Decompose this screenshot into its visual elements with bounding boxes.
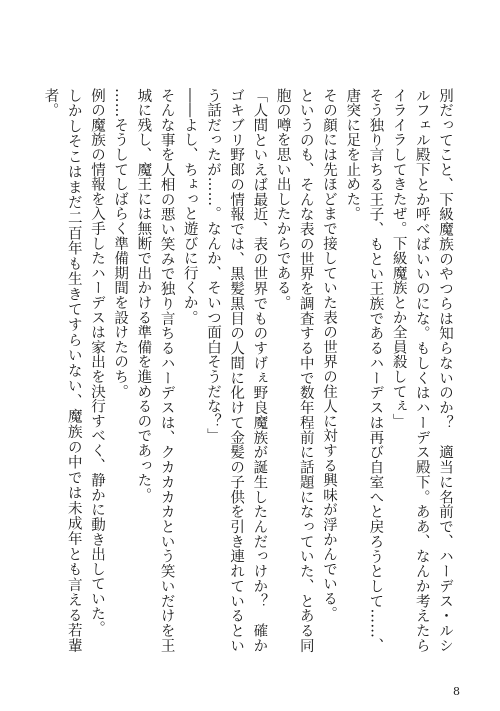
paragraph: しかしそこはまだ二百年も生きてすらいない、魔族の中では未成年とも言える若輩者。 [42, 88, 82, 653]
paragraph: そう独り言ちる王子、もとい王族であるハーデスは再び自室へと戻ろうとして……、唐突に足を止めた。 [344, 88, 384, 653]
paragraph: 別だってこと、下級魔族のやつらは知らないのか？ 適当に名前で、ハーデス・ルシルフェル殿下とか呼べばいいのにな。もしくはハーデス殿下。ああ、なんか考えたらイライラしてきたぜ。下級魔族とか全員殺してぇ」 [390, 88, 453, 653]
paragraph: その顔には先ほどまで接していた表の世界の住人に対する興味が浮かんでいる。 [320, 88, 337, 621]
paragraph: ――よし、ちょっと遊びに行くか。 [181, 88, 198, 325]
paragraph: というのも、そんな表の世界を調査する中で数年程前に話題になっていた、とある同胞の噂を思い出したからである。 [274, 88, 314, 653]
paragraph: そんな事を人相の悪い笑みで独り言ちるハーデスは、クカカカカという笑いだけを王城に残し、魔王には無断で出かける準備を進めるのであった。 [135, 88, 175, 653]
vertical-text-body [36, 88, 456, 653]
page-number: 8 [453, 685, 460, 698]
paragraph: 例の魔族の情報を入手したハーデスは家出を決行すべく、静かに動き出していた。 [88, 88, 105, 636]
paragraph: ……そうしてしばらく準備期間を設けたのち。 [112, 88, 129, 399]
paragraph: 「人間といえば最近、表の世界でものすげぇ野良魔族が誕生したんだっけか？ 確かゴキブリ野郎の情報では、黒髪黒目の人間に化けて金髪の子供を引き連れているという話だったが……。なんか、そいつ面白そうだな？」 [204, 88, 268, 653]
